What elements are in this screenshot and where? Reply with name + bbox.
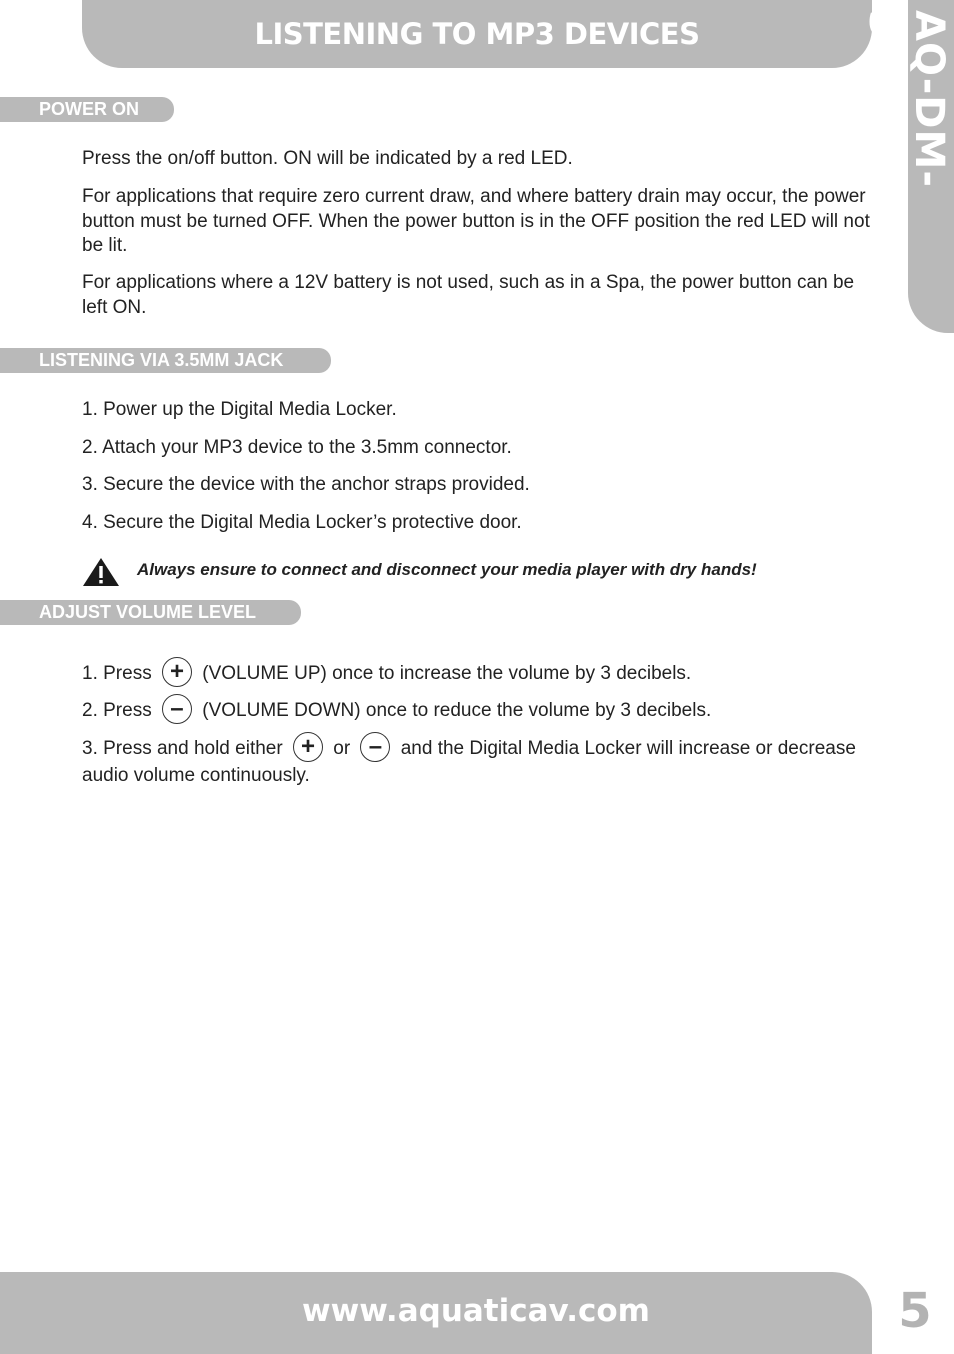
plus-icon: + (162, 657, 192, 687)
footer-bar (0, 1272, 872, 1354)
volume-step-2 (82, 696, 872, 726)
volume-step-1-post: (VOLUME UP) once to increase the volume by 3 decibels. (202, 663, 692, 685)
plus-icon: + (293, 732, 323, 762)
volume-step-3-mid: or (333, 738, 351, 760)
header-bar (82, 0, 872, 68)
page-title: LISTENING TO MP3 DEVICES (254, 17, 700, 51)
minus-icon: – (360, 732, 390, 762)
page-number: 5 (898, 1283, 932, 1339)
section-header-volume: ADJUST VOLUME LEVEL (0, 600, 301, 625)
section-header-jack: LISTENING VIA 3.5MM JACK (0, 348, 331, 373)
jack-step-1: 1. Power up the Digital Media Locker. (82, 399, 397, 420)
power-on-paragraph-2: For applications that require zero current draw, and where battery drain may occur, the power button must be turned OFF. When the power button is in the OFF position the red LED will not be lit. (82, 186, 870, 256)
model-name: AQ-DM-3B (860, 10, 952, 188)
power-on-paragraph-3: For applications where a 12V battery is not used, such as in a Spa, the power button can be left ON. (82, 272, 855, 318)
volume-step-1-pre: 1. Press (82, 663, 152, 685)
warning-icon (82, 557, 120, 587)
volume-step-2-pre: 2. Press (82, 700, 152, 722)
website-url: www.aquaticav.com (302, 1293, 650, 1329)
volume-step-2-post: (VOLUME DOWN) once to reduce the volume by 3 decibels. (202, 700, 712, 722)
jack-step-3: 3. Secure the device with the anchor straps provided. (82, 474, 530, 495)
volume-step-3-post: and the Digital Media Locker will increase or decrease audio volume continuously. (82, 738, 856, 786)
section-header-power-on: POWER ON (0, 97, 174, 122)
volume-step-3 (82, 734, 872, 789)
volume-step-1 (82, 659, 872, 689)
warning-text: Always ensure to connect and disconnect your media player with dry hands! (137, 560, 757, 579)
minus-icon: – (162, 694, 192, 724)
jack-step-4: 4. Secure the Digital Media Locker’s protective door. (82, 512, 522, 533)
jack-step-2: 2. Attach your MP3 device to the 3.5mm connector. (82, 437, 512, 458)
volume-step-3-pre: 3. Press and hold either (82, 738, 283, 760)
power-on-paragraph-1: Press the on/off button. ON will be indicated by a red LED. (82, 148, 573, 169)
